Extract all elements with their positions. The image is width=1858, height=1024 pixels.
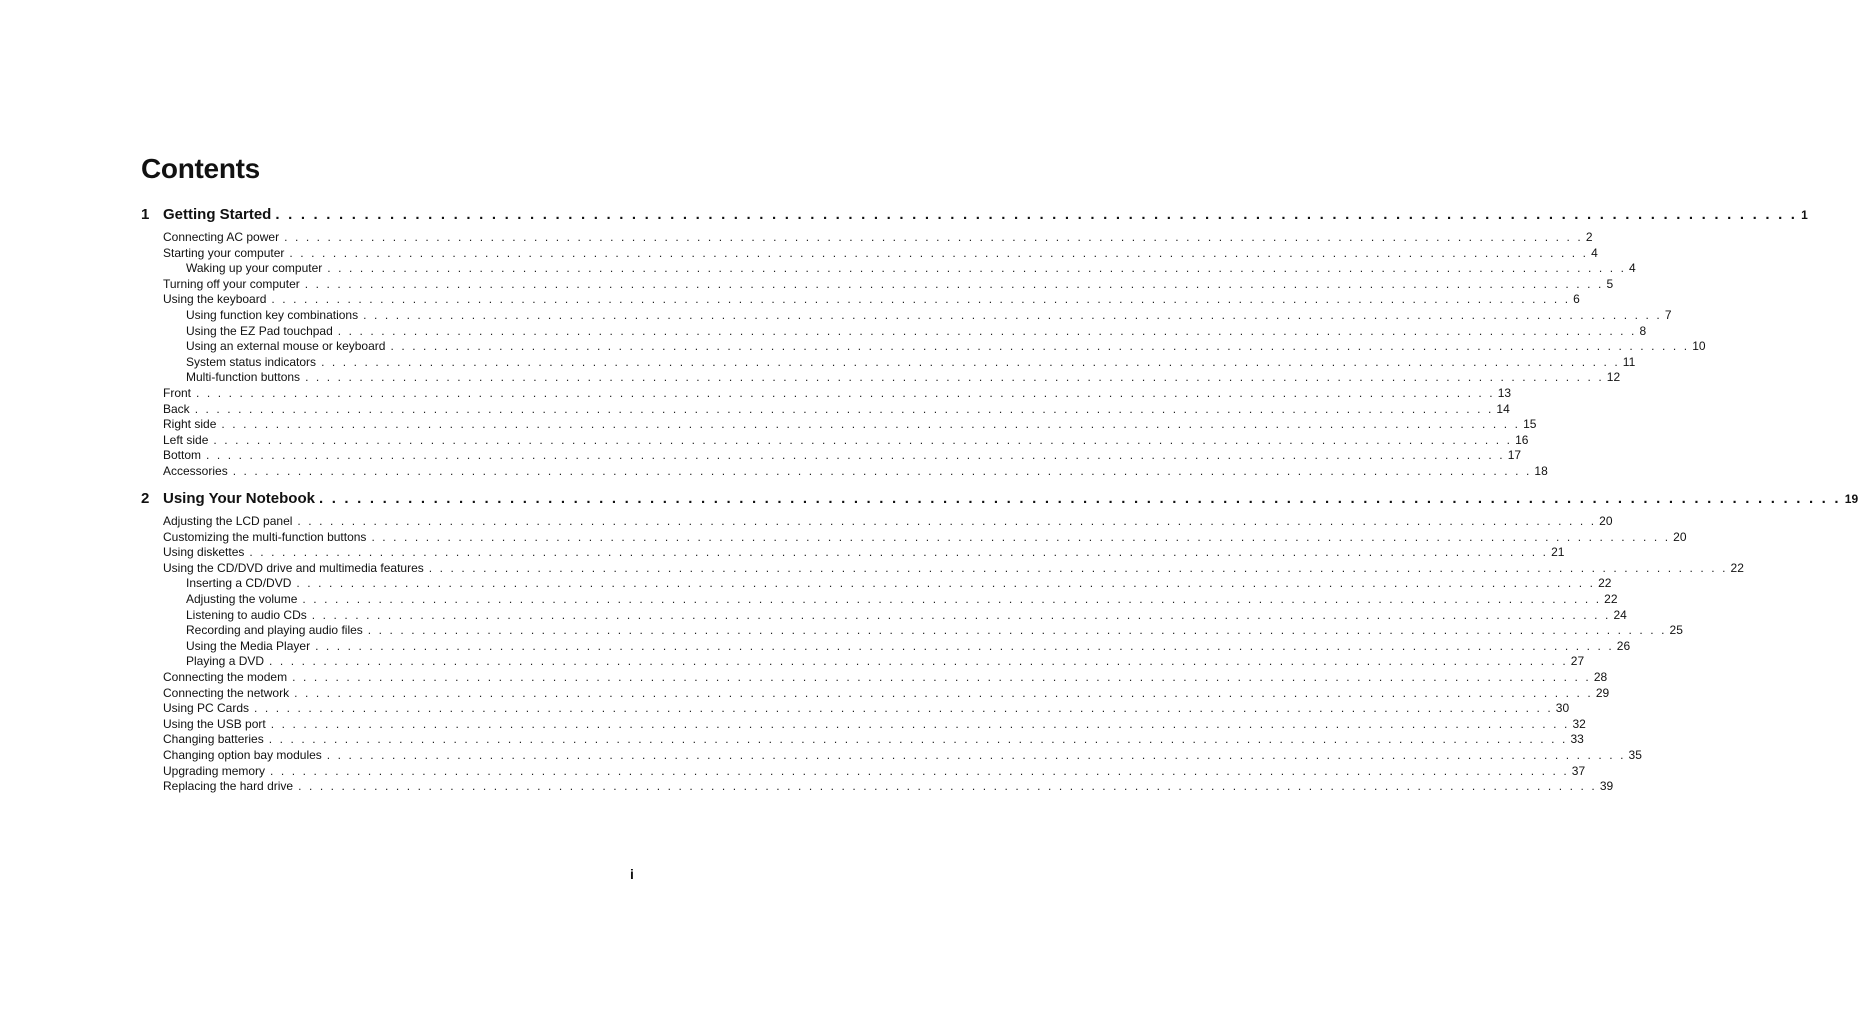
dot-leader: . . . . . . . . . . . . . . . . . . . . . . . . . . . . . . . . . . . . . . . . . . . . . . . . . . . . . . . . . . . . . . . . . . . . . . . . . . . . . . . . . . . . . . . . . . . . . . . . . . . . . . . . . . . . . . . . . . . . . . . . — [289, 245, 1589, 260]
dot-leader: . . . . . . . . . . . . . . . . . . . . . . . . . . . . . . . . . . . . . . . . . . . . . . . . . . . . . . . . . . . . . . . . . . . . . . . . . . . . . . . . . . . . . . . . . . . . . . . . . . . . . . . . . . . . . . . . . . . . . . . . — [275, 206, 1798, 223]
toc-entry — [141, 732, 1584, 748]
chapter-page-number: 19 — [1844, 492, 1858, 506]
toc-entry — [141, 245, 1598, 262]
dot-leader: . . . . . . . . . . . . . . . . . . . . . . . . . . . . . . . . . . . . . . . . . . . . . . . . . . . . . . . . . . . . . . . . . . . . . . . . . . . . . . . . . . . . . . . . . . . . . . . . . . . . . . . . . . . . . . . . . . . . . . . . — [327, 261, 1627, 276]
toc-entry-label: Waking up your computer — [186, 261, 323, 276]
dot-leader: . . . . . . . . . . . . . . . . . . . . . . . . . . . . . . . . . . . . . . . . . . . . . . . . . . . . . . . . . . . . . . . . . . . . . . . . . . . . . . . . . . . . . . . . . . . . . . . . . . . . . . . . . . . . . . . . . . . . . . . . — [284, 230, 1583, 244]
toc-entry-page-number: 18 — [1534, 463, 1548, 478]
toc-entry-page-number: 39 — [1599, 779, 1614, 794]
toc-entry-page-number: 20 — [1599, 514, 1613, 528]
toc-entry — [141, 323, 1647, 340]
toc-entry-page-number: 35 — [1628, 747, 1642, 762]
toc-entry-page-number: 30 — [1555, 701, 1570, 716]
chapter-1 — [141, 206, 1808, 480]
toc-entry — [141, 701, 1570, 717]
toc-entry-label: Using the keyboard — [163, 292, 267, 307]
toc-entry — [141, 654, 1585, 670]
dot-leader: . . . . . . . . . . . . . . . . . . . . . . . . . . . . . . . . . . . . . . . . . . . . . . . . . . . . . . . . . . . . . . . . . . . . . . . . . . . . . . . . . . . . . . . . . . . . . . . . . . . . . . . . . . . . . . . . . . . . . . . . — [292, 669, 1591, 684]
dot-leader: . . . . . . . . . . . . . . . . . . . . . . . . . . . . . . . . . . . . . . . . . . . . . . . . . . . . . . . . . . . . . . . . . . . . . . . . . . . . . . . . . . . . . . . . . . . . . . . . . . . . . . . . . . . . . . . . . . . . . . . . — [296, 576, 1596, 591]
toc-entry — [141, 763, 1586, 780]
dot-leader: . . . . . . . . . . . . . . . . . . . . . . . . . . . . . . . . . . . . . . . . . . . . . . . . . . . . . . . . . . . . . . . . . . . . . . . . . . . . . . . . . . . . . . . . . . . . . . . . . . . . . . . . . . . . . . . . . . . . . . . . — [363, 307, 1662, 322]
toc-entry-label: Using the USB port — [163, 716, 266, 731]
toc-entry-label: Using PC Cards — [163, 701, 250, 716]
toc-entry-page-number: 4 — [1591, 245, 1598, 260]
toc-entry-page-number: 20 — [1673, 529, 1687, 544]
toc-entry-page-number: 11 — [1622, 354, 1636, 369]
chapter-2 — [141, 490, 1858, 795]
toc-entry — [141, 448, 1522, 464]
toc-entry-page-number: 12 — [1606, 370, 1621, 385]
toc-entry-page-number: 2 — [1585, 230, 1593, 244]
toc-entry — [141, 417, 1537, 433]
toc-entry-page-number: 25 — [1669, 623, 1683, 638]
page-folio: i — [630, 866, 634, 882]
dot-leader: . . . . . . . . . . . . . . . . . . . . . . . . . . . . . . . . . . . . . . . . . . . . . . . . . . . . . . . . . . . . . . . . . . . . . . . . . . . . . . . . . . . . . . . . . . . . . . . . . . . . . . . . . . . . . . . . . . . . . . . . — [311, 607, 1611, 622]
toc-entry — [141, 779, 1614, 795]
toc-entry — [141, 401, 1510, 418]
toc-entry — [141, 230, 1593, 246]
toc-entry — [141, 607, 1627, 624]
toc-entry — [141, 276, 1614, 293]
toc-entry-page-number: 17 — [1507, 448, 1522, 463]
dot-leader: . . . . . . . . . . . . . . . . . . . . . . . . . . . . . . . . . . . . . . . . . . . . . . . . . . . . . . . . . . . . . . . . . . . . . . . . . . . . . . . . . . . . . . . . . . . . . . . . . . . . . . . . . . . . . . . . . . . . . . . . — [269, 654, 1568, 669]
chapter-number: 1 — [141, 206, 150, 223]
toc-entry-page-number: 15 — [1523, 417, 1537, 432]
toc-entry — [141, 638, 1631, 655]
toc-entry-list — [141, 230, 1706, 480]
dot-leader: . . . . . . . . . . . . . . . . . . . . . . . . . . . . . . . . . . . . . . . . . . . . . . . . . . . . . . . . . . . . . . . . . . . . . . . . . . . . . . . . . . . . . . . . . . . . . . . . . . . . . . . . . . . . . . . . . . . . . . . . — [271, 292, 1571, 307]
toc-entry — [141, 339, 1706, 355]
dot-leader: . . . . . . . . . . . . . . . . . . . . . . . . . . . . . . . . . . . . . . . . . . . . . . . . . . . . . . . . . . . . . . . . . . . . . . . . . . . . . . . . . . . . . . . . . . . . . . . . . . . . . . . . . . . . . . . . . . . . . . . . — [326, 747, 1626, 762]
toc-entry — [141, 385, 1512, 402]
toc-entry-page-number: 24 — [1613, 607, 1627, 622]
toc-entry-label: Using the Media Player — [186, 638, 311, 653]
toc-entry-label: System status indicators — [186, 354, 317, 369]
toc-entry-label: Adjusting the volume — [186, 591, 298, 606]
toc-entry — [141, 307, 1672, 324]
toc-entry-label: Inserting a CD/DVD — [186, 576, 292, 591]
dot-leader: . . . . . . . . . . . . . . . . . . . . . . . . . . . . . . . . . . . . . . . . . . . . . . . . . . . . . . . . . . . . . . . . . . . . . . . . . . . . . . . . . . . . . . . . . . . . . . . . . . . . . . . . . . . . . . . . . . . . . . . . — [221, 417, 1521, 432]
toc-entry-label: Accessories — [163, 463, 228, 478]
dot-leader: . . . . . . . . . . . . . . . . . . . . . . . . . . . . . . . . . . . . . . . . . . . . . . . . . . . . . . . . . . . . . . . . . . . . . . . . . . . . . . . . . . . . . . . . . . . . . . . . . . . . . . . . . . . . . . . . . . . . . . . . — [302, 591, 1602, 606]
toc-entry-label: Right side — [163, 417, 217, 432]
dot-leader: . . . . . . . . . . . . . . . . . . . . . . . . . . . . . . . . . . . . . . . . . . . . . . . . . . . . . . . . . . . . . . . . . . . . . . . . . . . . . . . . . . . . . . . . . . . . . . . . . . . . . . . . . . . . . . . . . . . . . . . . — [249, 545, 1549, 560]
dot-leader: . . . . . . . . . . . . . . . . . . . . . . . . . . . . . . . . . . . . . . . . . . . . . . . . . . . . . . . . . . . . . . . . . . . . . . . . . . . . . . . . . . . . . . . . . . . . . . . . . . . . . . . . . . . . . . . . . . . . . . . . — [390, 339, 1690, 354]
toc-entry-label: Playing a DVD — [186, 654, 265, 669]
dot-leader: . . . . . . . . . . . . . . . . . . . . . . . . . . . . . . . . . . . . . . . . . . . . . . . . . . . . . . . . . . . . . . . . . . . . . . . . . . . . . . . . . . . . . . . . . . . . . . . . . . . . . . . . . . . . . . . . . . . . . . . . — [270, 763, 1569, 778]
toc-entry — [141, 545, 1565, 561]
toc-entry-label: Bottom — [163, 448, 202, 463]
toc-entry-label: Using diskettes — [163, 545, 245, 560]
toc-entry-label: Recording and playing audio files — [186, 623, 363, 638]
toc-entry-page-number: 33 — [1570, 732, 1584, 747]
toc-entry-page-number: 32 — [1572, 716, 1586, 731]
toc-entry-label: Changing batteries — [163, 732, 264, 747]
chapter-page-number: 1 — [1801, 208, 1808, 222]
toc-entry-page-number: 22 — [1730, 560, 1744, 575]
toc-entry-label: Upgrading memory — [163, 763, 266, 778]
toc-entry-label: Left side — [163, 432, 209, 447]
toc-entry-page-number: 10 — [1692, 339, 1706, 354]
toc-entry-label: Back — [163, 401, 190, 416]
dot-leader: . . . . . . . . . . . . . . . . . . . . . . . . . . . . . . . . . . . . . . . . . . . . . . . . . . . . . . . . . . . . . . . . . . . . . . . . . . . . . . . . . . . . . . . . . . . . . . . . . . . . . . . . . . . . . . . . . . . . . . . . — [298, 779, 1597, 794]
dot-leader: . . . . . . . . . . . . . . . . . . . . . . . . . . . . . . . . . . . . . . . . . . . . . . . . . . . . . . . . . . . . . . . . . . . . . . . . . . . . . . . . . . . . . . . . . . . . . . . . . . . . . . . . . . . . . . . . . . . . . . . . — [304, 276, 1604, 291]
dot-leader: . . . . . . . . . . . . . . . . . . . . . . . . . . . . . . . . . . . . . . . . . . . . . . . . . . . . . . . . . . . . . . . . . . . . . . . . . . . . . . . . . . . . . . . . . . . . . . . . . . . . . . . . . . . . . . . . . . . . . . . . — [196, 385, 1495, 400]
chapter-heading — [141, 490, 1858, 510]
toc-entry — [141, 747, 1642, 764]
dot-leader: . . . . . . . . . . . . . . . . . . . . . . . . . . . . . . . . . . . . . . . . . . . . . . . . . . . . . . . . . . . . . . . . . . . . . . . . . . . . . . . . . . . . . . . . . . . . . . . . . . . . . . . . . . . . . . . . . . . . . . . . — [294, 685, 1593, 700]
toc-entry — [141, 354, 1636, 371]
dot-leader: . . . . . . . . . . . . . . . . . . . . . . . . . . . . . . . . . . . . . . . . . . . . . . . . . . . . . . . . . . . . . . . . . . . . . . . . . . . . . . . . . . . . . . . . . . . . . . . . . . . . . . . . . . . . . . . . . . . . . . . . — [428, 560, 1728, 575]
toc-entry-page-number: 6 — [1573, 292, 1580, 307]
dot-leader: . . . . . . . . . . . . . . . . . . . . . . . . . . . . . . . . . . . . . . . . . . . . . . . . . . . . . . . . . . . . . . . . . . . . . . . . . . . . . . . . . . . . . . . . . . . . . . . . . . . . . . . . . . . . . . . . . . . . . . . . — [315, 638, 1614, 653]
toc-entry — [141, 292, 1580, 308]
toc-entry — [141, 463, 1548, 480]
toc-entry-page-number: 7 — [1664, 307, 1672, 322]
toc-entry-page-number: 13 — [1497, 385, 1512, 400]
dot-leader: . . . . . . . . . . . . . . . . . . . . . . . . . . . . . . . . . . . . . . . . . . . . . . . . . . . . . . . . . . . . . . . . . . . . . . . . . . . . . . . . . . . . . . . . . . . . . . . . . . . . . . . . . . . . . . . . . . . . . . . . — [268, 732, 1568, 747]
page-title: Contents — [141, 153, 260, 184]
toc-entry — [141, 623, 1683, 639]
toc-entry-label: Replacing the hard drive — [163, 779, 294, 794]
dot-leader: . . . . . . . . . . . . . . . . . . . . . . . . . . . . . . . . . . . . . . . . . . . . . . . . . . . . . . . . . . . . . . . . . . . . . . . . . . . . . . . . . . . . . . . . . . . . . . . . . . . . . . . . . . . . . . . . . . . . . . . . — [337, 323, 1637, 338]
toc-entry-page-number: 27 — [1570, 654, 1585, 669]
dot-leader: . . . . . . . . . . . . . . . . . . . . . . . . . . . . . . . . . . . . . . . . . . . . . . . . . . . . . . . . . . . . . . . . . . . . . . . . . . . . . . . . . . . . . . . . . . . . . . . . . . . . . . . . . . . . . . . . . . . . . . . . — [213, 432, 1513, 447]
toc-entry-label: Connecting the network — [163, 685, 290, 700]
toc-entry-label: Using function key combinations — [186, 307, 359, 322]
toc-entry-page-number: 5 — [1606, 276, 1614, 291]
dot-leader: . . . . . . . . . . . . . . . . . . . . . . . . . . . . . . . . . . . . . . . . . . . . . . . . . . . . . . . . . . . . . . . . . . . . . . . . . . . . . . . . . . . . . . . . . . . . . . . . . . . . . . . . . . . . . . . . . . . . . . . . — [367, 623, 1667, 638]
toc-entry — [141, 432, 1529, 449]
toc-entry-label: Front — [163, 385, 192, 400]
toc-entry-label: Using the CD/DVD drive and multimedia features — [163, 560, 424, 575]
dot-leader: . . . . . . . . . . . . . . . . . . . . . . . . . . . . . . . . . . . . . . . . . . . . . . . . . . . . . . . . . . . . . . . . . . . . . . . . . . . . . . . . . . . . . . . . . . . . . . . . . . . . . . . . . . . . . . . . . . . . . . . . — [194, 401, 1494, 416]
toc-entry-page-number: 4 — [1629, 261, 1636, 276]
toc-entry-label: Adjusting the LCD panel — [163, 514, 293, 528]
toc-entry-label: Changing option bay modules — [163, 747, 322, 762]
toc-entry-page-number: 26 — [1616, 638, 1631, 653]
dot-leader: . . . . . . . . . . . . . . . . . . . . . . . . . . . . . . . . . . . . . . . . . . . . . . . . . . . . . . . . . . . . . . . . . . . . . . . . . . . . . . . . . . . . . . . . . . . . . . . . . . . . . . . . . . . . . . . . . . . . . . . . — [206, 448, 1505, 463]
toc-entry — [141, 576, 1612, 592]
toc-entry — [141, 669, 1608, 686]
chapter-heading — [141, 206, 1808, 226]
dot-leader: . . . . . . . . . . . . . . . . . . . . . . . . . . . . . . . . . . . . . . . . . . . . . . . . . . . . . . . . . . . . . . . . . . . . . . . . . . . . . . . . . . . . . . . . . . . . . . . . . . . . . . . . . . . . . . . . . . . . . . . . — [270, 716, 1570, 731]
toc-entry-page-number: 28 — [1593, 669, 1608, 684]
toc-entry-label: Listening to audio CDs — [186, 607, 307, 622]
toc-entry — [141, 591, 1618, 608]
toc-entry-list — [141, 514, 1744, 795]
dot-leader: . . . . . . . . . . . . . . . . . . . . . . . . . . . . . . . . . . . . . . . . . . . . . . . . . . . . . . . . . . . . . . . . . . . . . . . . . . . . . . . . . . . . . . . . . . . . . . . . . . . . . . . . . . . . . . . . . . . . . . . . — [318, 490, 1841, 507]
toc-entry-page-number: 22 — [1598, 576, 1612, 591]
toc-entry-label: Starting your computer — [163, 245, 285, 260]
toc-entry-label: Using the EZ Pad touchpad — [186, 323, 333, 338]
toc-entry-page-number: 29 — [1595, 685, 1610, 700]
toc-entry-label: Using an external mouse or keyboard — [186, 339, 386, 354]
chapter-title: Using Your Notebook — [163, 490, 315, 507]
toc-entry-page-number: 14 — [1496, 401, 1510, 416]
toc-entry-label: Turning off your computer — [163, 276, 300, 291]
toc-entry — [141, 261, 1636, 277]
toc-entry-page-number: 8 — [1639, 323, 1647, 338]
toc-entry — [141, 529, 1687, 546]
toc-entry-label: Multi-function buttons — [186, 370, 301, 385]
chapter-title: Getting Started — [163, 206, 272, 223]
dot-leader: . . . . . . . . . . . . . . . . . . . . . . . . . . . . . . . . . . . . . . . . . . . . . . . . . . . . . . . . . . . . . . . . . . . . . . . . . . . . . . . . . . . . . . . . . . . . . . . . . . . . . . . . . . . . . . . . . . . . . . . . — [254, 701, 1553, 716]
chapter-number: 2 — [141, 490, 150, 507]
dot-leader: . . . . . . . . . . . . . . . . . . . . . . . . . . . . . . . . . . . . . . . . . . . . . . . . . . . . . . . . . . . . . . . . . . . . . . . . . . . . . . . . . . . . . . . . . . . . . . . . . . . . . . . . . . . . . . . . . . . . . . . . — [321, 354, 1620, 369]
toc-entry-page-number: 37 — [1571, 763, 1586, 778]
toc-entry-page-number: 16 — [1515, 432, 1529, 447]
dot-leader: . . . . . . . . . . . . . . . . . . . . . . . . . . . . . . . . . . . . . . . . . . . . . . . . . . . . . . . . . . . . . . . . . . . . . . . . . . . . . . . . . . . . . . . . . . . . . . . . . . . . . . . . . . . . . . . . . . . . . . . . — [232, 463, 1532, 478]
dot-leader: . . . . . . . . . . . . . . . . . . . . . . . . . . . . . . . . . . . . . . . . . . . . . . . . . . . . . . . . . . . . . . . . . . . . . . . . . . . . . . . . . . . . . . . . . . . . . . . . . . . . . . . . . . . . . . . . . . . . . . . . — [371, 529, 1671, 544]
toc-entry — [141, 685, 1610, 702]
toc-entry — [141, 560, 1744, 577]
toc-entry-label: Connecting the modem — [163, 669, 288, 684]
toc-entry — [141, 370, 1621, 386]
toc-entry — [141, 716, 1586, 733]
dot-leader: . . . . . . . . . . . . . . . . . . . . . . . . . . . . . . . . . . . . . . . . . . . . . . . . . . . . . . . . . . . . . . . . . . . . . . . . . . . . . . . . . . . . . . . . . . . . . . . . . . . . . . . . . . . . . . . . . . . . . . . . — [297, 514, 1597, 528]
toc-entry-label: Connecting AC power — [163, 230, 280, 244]
dot-leader: . . . . . . . . . . . . . . . . . . . . . . . . . . . . . . . . . . . . . . . . . . . . . . . . . . . . . . . . . . . . . . . . . . . . . . . . . . . . . . . . . . . . . . . . . . . . . . . . . . . . . . . . . . . . . . . . . . . . . . . . — [305, 370, 1604, 385]
toc-entry-page-number: 21 — [1551, 545, 1565, 560]
toc-entry-page-number: 22 — [1604, 591, 1618, 606]
toc-entry — [141, 514, 1613, 530]
toc-entry-label: Customizing the multi-function buttons — [163, 529, 367, 544]
